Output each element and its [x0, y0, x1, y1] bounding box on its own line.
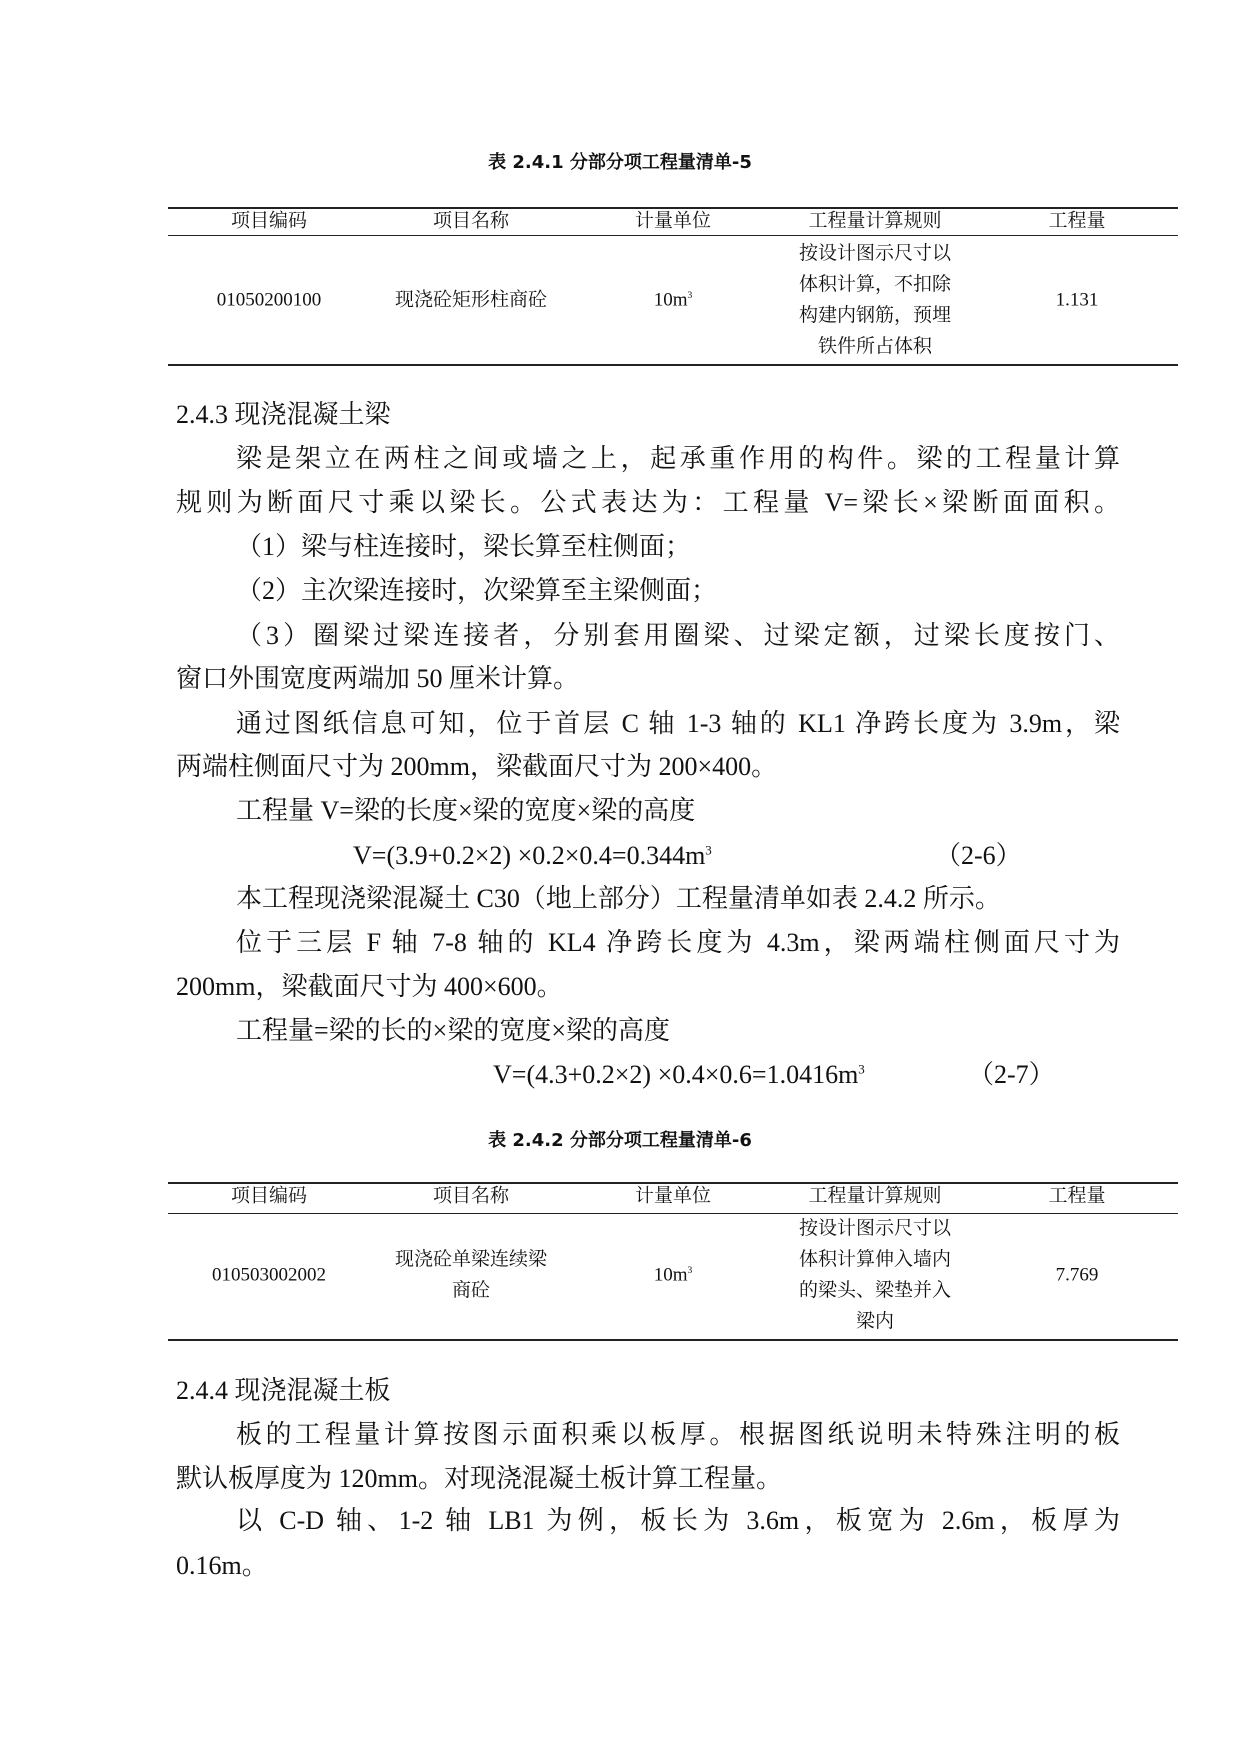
equation-number: （2-6） [935, 841, 1022, 870]
body-line: 位于三层 F 轴 7-8 轴的 KL4 净跨长度为 4.3m，梁两端柱侧面尺寸为 [236, 928, 1120, 957]
table-header-rule [168, 1213, 1178, 1214]
section-heading: 2.4.3 现浇混凝土梁 [176, 400, 391, 429]
equation-text: V=(4.3+0.2×2) ×0.4×0.6=1.0416m [493, 1060, 859, 1089]
body-line: 两端柱侧面尺寸为 200mm，梁截面尺寸为 200×400。 [176, 752, 778, 781]
item-unit [572, 285, 774, 316]
body-line: 以 C-D 轴、1-2 轴 LB1 为例，板长为 3.6m，板宽为 2.6m，板厚为 [236, 1506, 1120, 1535]
equation-sup: 3 [705, 842, 712, 858]
item-rule [774, 1213, 976, 1337]
header-cell: 工程量计算规则 [808, 210, 942, 232]
body-line: 本工程现浇梁混凝土 C30（地上部分）工程量清单如表 2.4.2 所示。 [236, 884, 1001, 913]
header-cell: 工程量计算规则 [808, 1185, 942, 1207]
body-line: 梁是架立在两柱之间或墙之上，起承重作用的构件。梁的工程量计算 [236, 444, 1120, 473]
body-line: 默认板厚度为 120mm。对现浇混凝土板计算工程量。 [176, 1464, 782, 1493]
item-rule [774, 238, 976, 362]
unit-text: 10m [653, 289, 688, 311]
header-cell: 计量单位 [634, 210, 711, 232]
header-cell: 项目编码 [230, 1185, 307, 1207]
item-quantity: 1.131 [1055, 289, 1099, 311]
body-line: 板的工程量计算按图示面积乘以板厚。根据图纸说明未特殊注明的板 [236, 1420, 1120, 1449]
body-line: （1）梁与柱连接时，梁长算至柱侧面； [236, 532, 692, 561]
rule-line: 按设计图示尺寸以 [798, 1218, 951, 1239]
rule-line: 构建内钢筋，预埋 [798, 305, 951, 326]
item-name [370, 1244, 572, 1306]
rule-line: 体积计算，不扣除 [798, 274, 951, 295]
equation-text: V=(3.9+0.2×2) ×0.2×0.4=0.344m [353, 841, 706, 870]
body-line: 工程量=梁的长的×梁的宽度×梁的高度 [236, 1016, 670, 1045]
header-cell: 项目编码 [230, 210, 307, 232]
body-line: 通过图纸信息可知，位于首层 C 轴 1-3 轴的 KL1 净跨长度为 3.9m，梁 [236, 709, 1120, 738]
equation-2-7 [493, 1053, 865, 1097]
item-name-line: 现浇砼单梁连续梁 [394, 1249, 547, 1270]
section-heading: 2.4.4 现浇混凝土板 [176, 1376, 391, 1405]
table-bottom-rule [168, 364, 1178, 366]
rule-line: 梁内 [855, 1311, 894, 1332]
item-quantity: 7.769 [1055, 1264, 1099, 1286]
rule-line: 铁件所占体积 [817, 336, 932, 357]
item-code: 01050200100 [216, 289, 322, 311]
table-header-rule [168, 235, 1178, 236]
item-code: 010503002002 [212, 1264, 326, 1286]
body-line: 0.16m。 [176, 1551, 268, 1580]
rule-line: 按设计图示尺寸以 [798, 243, 951, 264]
unit-sup: 3 [687, 1266, 693, 1277]
header-cell: 计量单位 [634, 1185, 711, 1207]
equation-2-6 [353, 834, 712, 878]
item-name [370, 285, 572, 316]
header-cell: 项目名称 [432, 1185, 509, 1207]
item-unit [572, 1260, 774, 1291]
header-cell: 工程量 [1048, 1185, 1106, 1207]
rule-line: 体积计算伸入墙内 [798, 1249, 951, 1270]
unit-sup: 3 [687, 291, 693, 302]
item-name-line: 现浇砼矩形柱商砼 [394, 289, 547, 311]
equation-number: （2-7） [968, 1060, 1055, 1089]
table-caption: 表 2.4.1 分部分项工程量清单-5 [488, 152, 752, 173]
table-bottom-rule [168, 1339, 1178, 1341]
body-line: 窗口外围宽度两端加 50 厘米计算。 [176, 664, 580, 693]
header-cell: 项目名称 [432, 210, 509, 232]
unit-text: 10m [653, 1264, 688, 1286]
header-cell: 工程量 [1048, 210, 1106, 232]
body-line: 200mm，梁截面尺寸为 400×600。 [176, 972, 563, 1001]
body-line: 工程量 V=梁的长度×梁的宽度×梁的高度 [236, 796, 696, 825]
rule-line: 的梁头、梁垫并入 [798, 1280, 951, 1301]
body-line: 规则为断面尺寸乘以梁长。公式表达为：工程量 V=梁长×梁断面面积。 [176, 488, 1120, 517]
table-caption: 表 2.4.2 分部分项工程量清单-6 [488, 1130, 752, 1151]
item-name-line: 商砼 [451, 1280, 490, 1301]
body-line: （2）主次梁连接时，次梁算至主梁侧面； [236, 576, 718, 605]
body-line: （3）圈梁过梁连接者，分别套用圈梁、过梁定额，过梁长度按门、 [236, 621, 1120, 650]
equation-sup: 3 [858, 1061, 865, 1077]
